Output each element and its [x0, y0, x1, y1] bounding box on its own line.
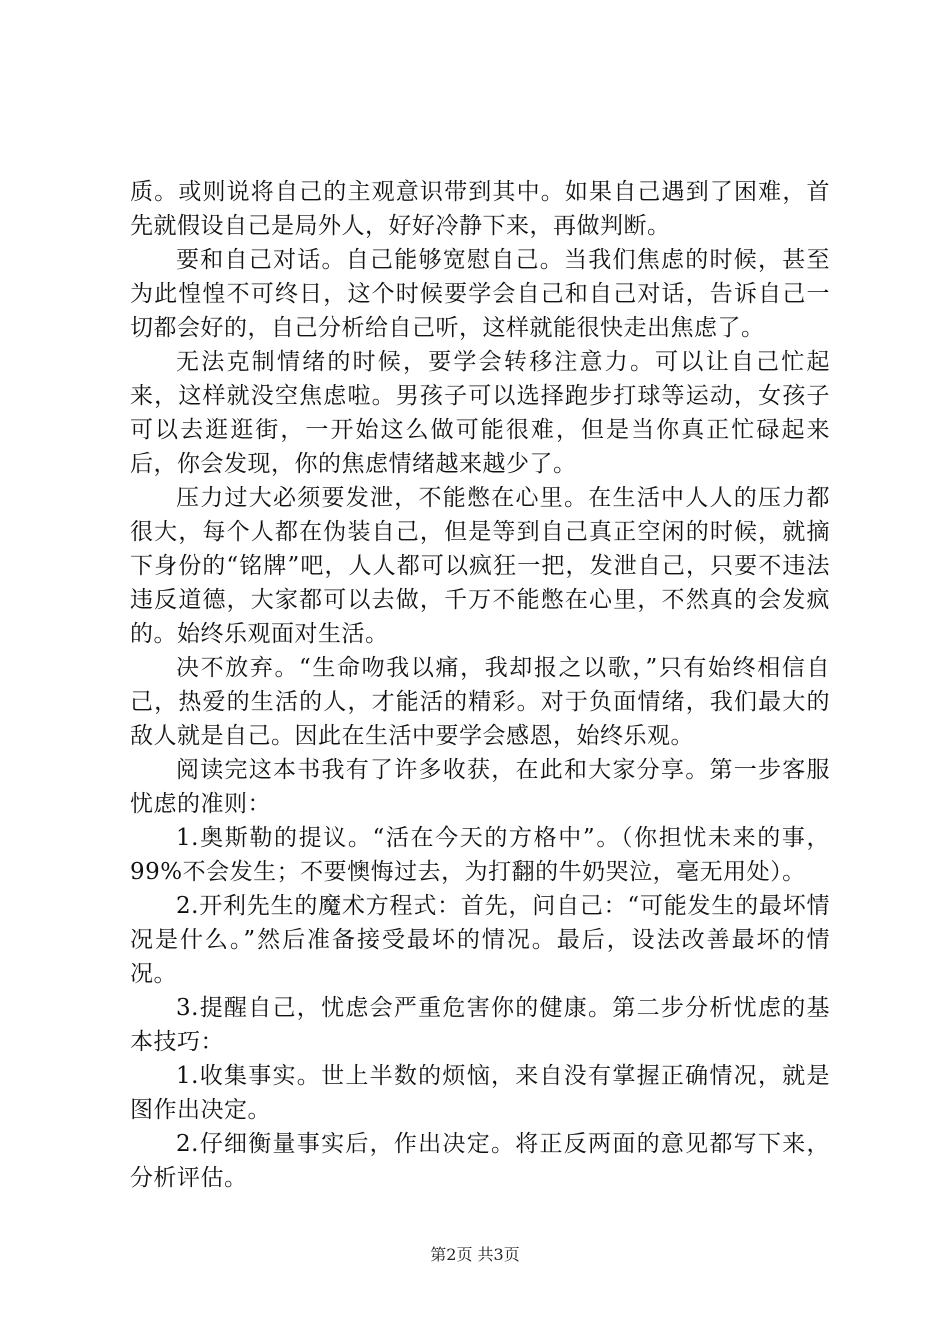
paragraph: 决不放弃。“生命吻我以痛，我却报之以歌，”只有始终相信自己，热爱的生活的人，才能活的精彩。对于负面情绪，我们最大的敌人就是自己。因此在生活中要学会感恩，始终乐观。 [130, 655, 830, 749]
paragraph: 压力过大必须要发泄，不能憋在心里。在生活中人人的压力都很大，每个人都在伪装自己，但是等到自己真正空闲的时候，就摘下身份的“铭牌”吧，人人都可以疯狂一把，发泄自己，只要不违法违反道德，大家都可以去做，千万不能憋在心里，不然真的会发疯的。始终乐观面对生活。 [130, 485, 830, 647]
list-item: 2.仔细衡量事实后，作出决定。将正反两面的意见都写下来，分析评估。 [130, 1131, 830, 1191]
paragraph: 阅读完这本书我有了许多收获，在此和大家分享。第一步客服忧虑的准则： [130, 757, 830, 817]
list-item: 1.收集事实。世上半数的烦恼，来自没有掌握正确情况，就是图作出决定。 [130, 1063, 830, 1123]
list-item: 2.开利先生的魔术方程式：首先，问自己：“可能发生的最坏情况是什么。”然后准备接受最坏的情况。最后，设法改善最坏的情况。 [130, 893, 830, 987]
document-body [130, 175, 830, 1195]
list-item: 3.提醒自己，忧虑会严重危害你的健康。第二步分析忧虑的基本技巧： [130, 995, 830, 1055]
paragraph-continuation: 质。或则说将自己的主观意识带到其中。如果自己遇到了困难，首先就假设自己是局外人，好好冷静下来，再做判断。 [130, 179, 830, 239]
list-item: 1.奥斯勒的提议。“活在今天的方格中”。（你担忧未来的事，99%不会发生；不要懊悔过去，为打翻的牛奶哭泣，毫无用处）。 [130, 825, 830, 885]
page-number-footer: 第2页 共3页 [430, 1245, 520, 1264]
paragraph: 要和自己对话。自己能够宽慰自己。当我们焦虑的时候，甚至为此惶惶不可终日，这个时候要学会自己和自己对话，告诉自己一切都会好的，自己分析给自己听，这样就能很快走出焦虑了。 [130, 247, 830, 341]
paragraph: 无法克制情绪的时候，要学会转移注意力。可以让自己忙起来，这样就没空焦虑啦。男孩子可以选择跑步打球等运动，女孩子可以去逛逛街，一开始这么做可能很难，但是当你真正忙碌起来后，你会发现，你的焦虑情绪越来越少了。 [130, 349, 830, 477]
